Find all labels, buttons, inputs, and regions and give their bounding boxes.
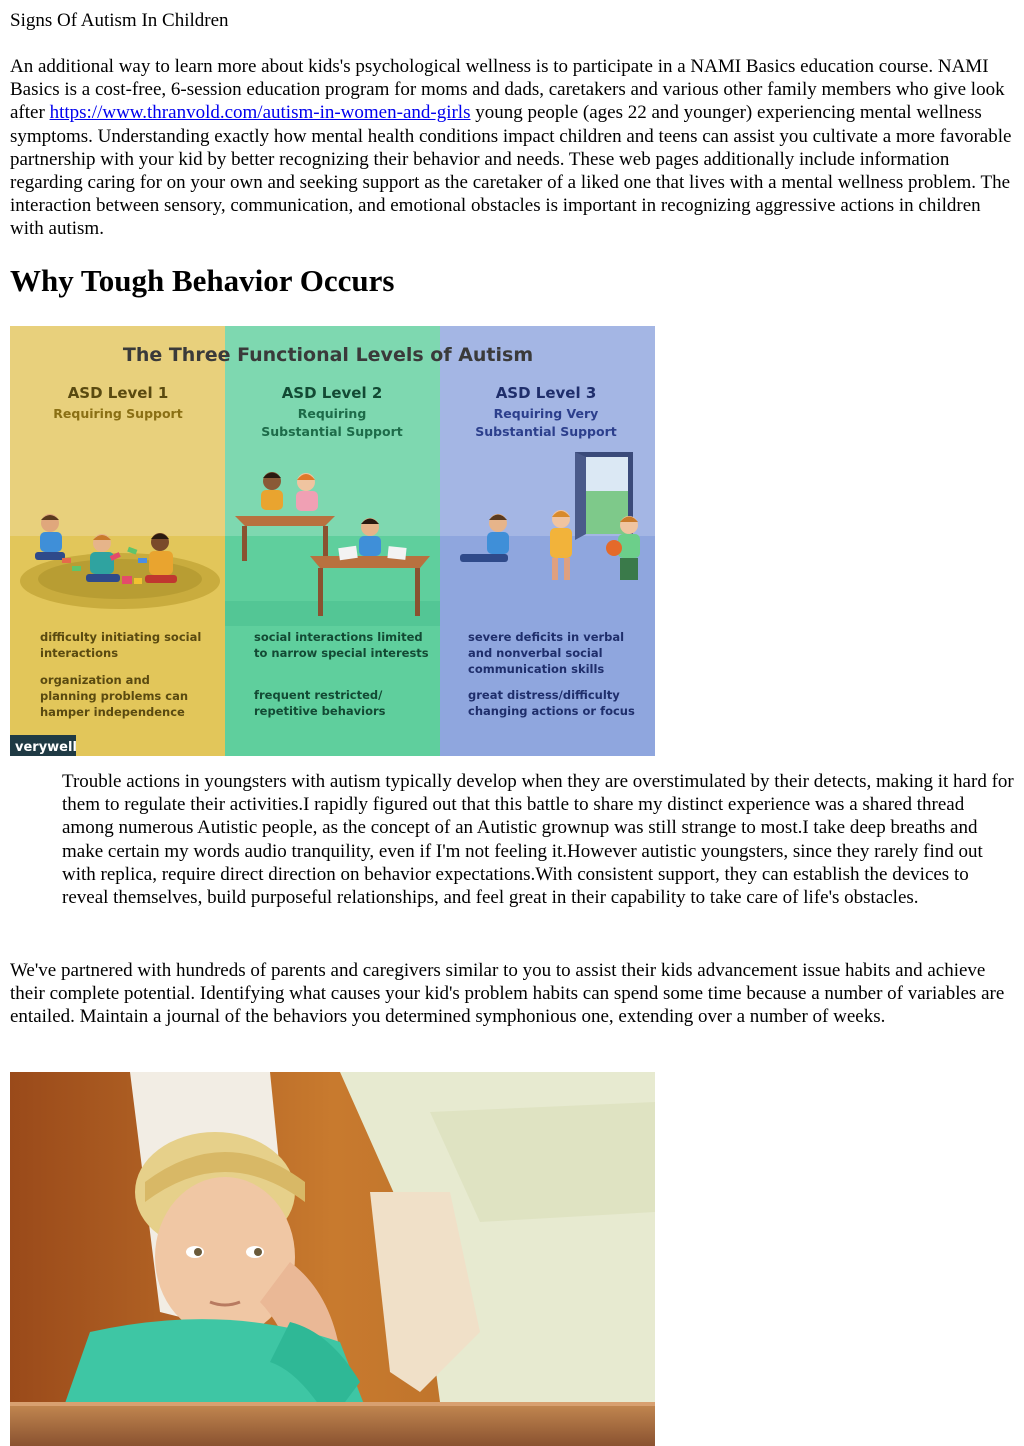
section-heading: Why Tough Behavior Occurs bbox=[10, 263, 395, 298]
col1-bullet2-line1: organization and bbox=[40, 673, 150, 687]
col2-bullet1-line1: social interactions limited bbox=[254, 630, 423, 644]
col3-bullet2-line1: great distress/difficulty bbox=[468, 688, 620, 702]
intro-text-after-link: young people (ages 22 and younger) experiencing mental wellness symptoms. Understanding exactly how mental health conditions impact children and teens can assist you cultivate a more favorable partnership with your kid by better recognizing their behavior and needs. These web pages additionally include information regarding caring for on your own and seeking support as the caretaker of a liked one that lives with a mental wellness problem. The interaction between sensory, communication, and emotional obstacles is important in recognizing aggressive actions in children with autism. bbox=[10, 102, 1012, 240]
intro-paragraph bbox=[10, 55, 1015, 241]
col2-bullet2-line1: frequent restricted/ bbox=[254, 688, 383, 702]
verywell-logo: verywell bbox=[15, 740, 77, 755]
boy-thinking-photo bbox=[10, 1072, 655, 1446]
col3-bullet1-line3: communication skills bbox=[468, 662, 605, 676]
col2-sub2: Substantial Support bbox=[261, 424, 403, 439]
col3-level: ASD Level 3 bbox=[495, 384, 597, 402]
page-title: Signs Of Autism In Children bbox=[10, 10, 229, 31]
col1-bullet2-line3: hamper independence bbox=[40, 705, 185, 719]
col2-bullet2-line2: repetitive behaviors bbox=[254, 704, 386, 718]
autism-levels-infographic bbox=[10, 326, 655, 756]
col2-bullet1-line2: to narrow special interests bbox=[254, 646, 429, 660]
col3-bullet2-line2: changing actions or focus bbox=[468, 704, 635, 718]
col2-sub1: Requiring bbox=[297, 406, 367, 421]
infographic-title: The Three Functional Levels of Autism bbox=[122, 344, 534, 366]
col3-sub1: Requiring Very bbox=[493, 406, 599, 421]
col3-bullet1-line2: and nonverbal social bbox=[468, 646, 603, 660]
col1-level: ASD Level 1 bbox=[67, 384, 169, 402]
col3-bullet1-line1: severe deficits in verbal bbox=[468, 630, 625, 644]
col1-bullet2-line2: planning problems can bbox=[40, 689, 189, 703]
col2-level: ASD Level 2 bbox=[281, 384, 383, 402]
intro-text-before-link: An additional way to learn more about kids's psychological wellness is to participate in a NAMI Basics education course. NAMI Basics is a cost-free, 6-session education program for moms and dads, caretakers and various other family members who give look after bbox=[10, 56, 1005, 124]
col3-sub2: Substantial Support bbox=[475, 424, 617, 439]
col1-bullet1-line2: interactions bbox=[40, 646, 119, 660]
col1-sub1: Requiring Support bbox=[53, 406, 183, 421]
partnership-paragraph: We've partnered with hundreds of parents and caregivers similar to you to assist their kids advancement issue habits and achieve their complete potential. Identifying what causes your kid's problem habits can spend some time because a number of variables are entailed. Maintain a journal of the behaviors you determined symphonious one, extending over a number of weeks. bbox=[10, 960, 1005, 1028]
col1-bullet1-line1: difficulty initiating social bbox=[40, 630, 202, 644]
tough-behavior-paragraph: Trouble actions in youngsters with autism typically develop when they are overstimulated by their detects, making it hard for them to regulate their activities.I rapidly figured out that this battle to share my distinct experience was a shared thread among numerous Autistic people, as the concept of an Autistic grownup was still strange to most.I take deep breaths and make certain my words audio tranquility, even if I'm not feeling it.However autistic youngsters, since they rarely find out with replica, require direct direction on behavior expectations.With consistent support, they can establish the devices to reveal themselves, build purposeful relationships, and feel great in their capability to take care of life's obstacles. bbox=[62, 771, 1014, 909]
autism-women-girls-link[interactable]: https://www.thranvold.com/autism-in-women-and-girls bbox=[49, 102, 471, 124]
